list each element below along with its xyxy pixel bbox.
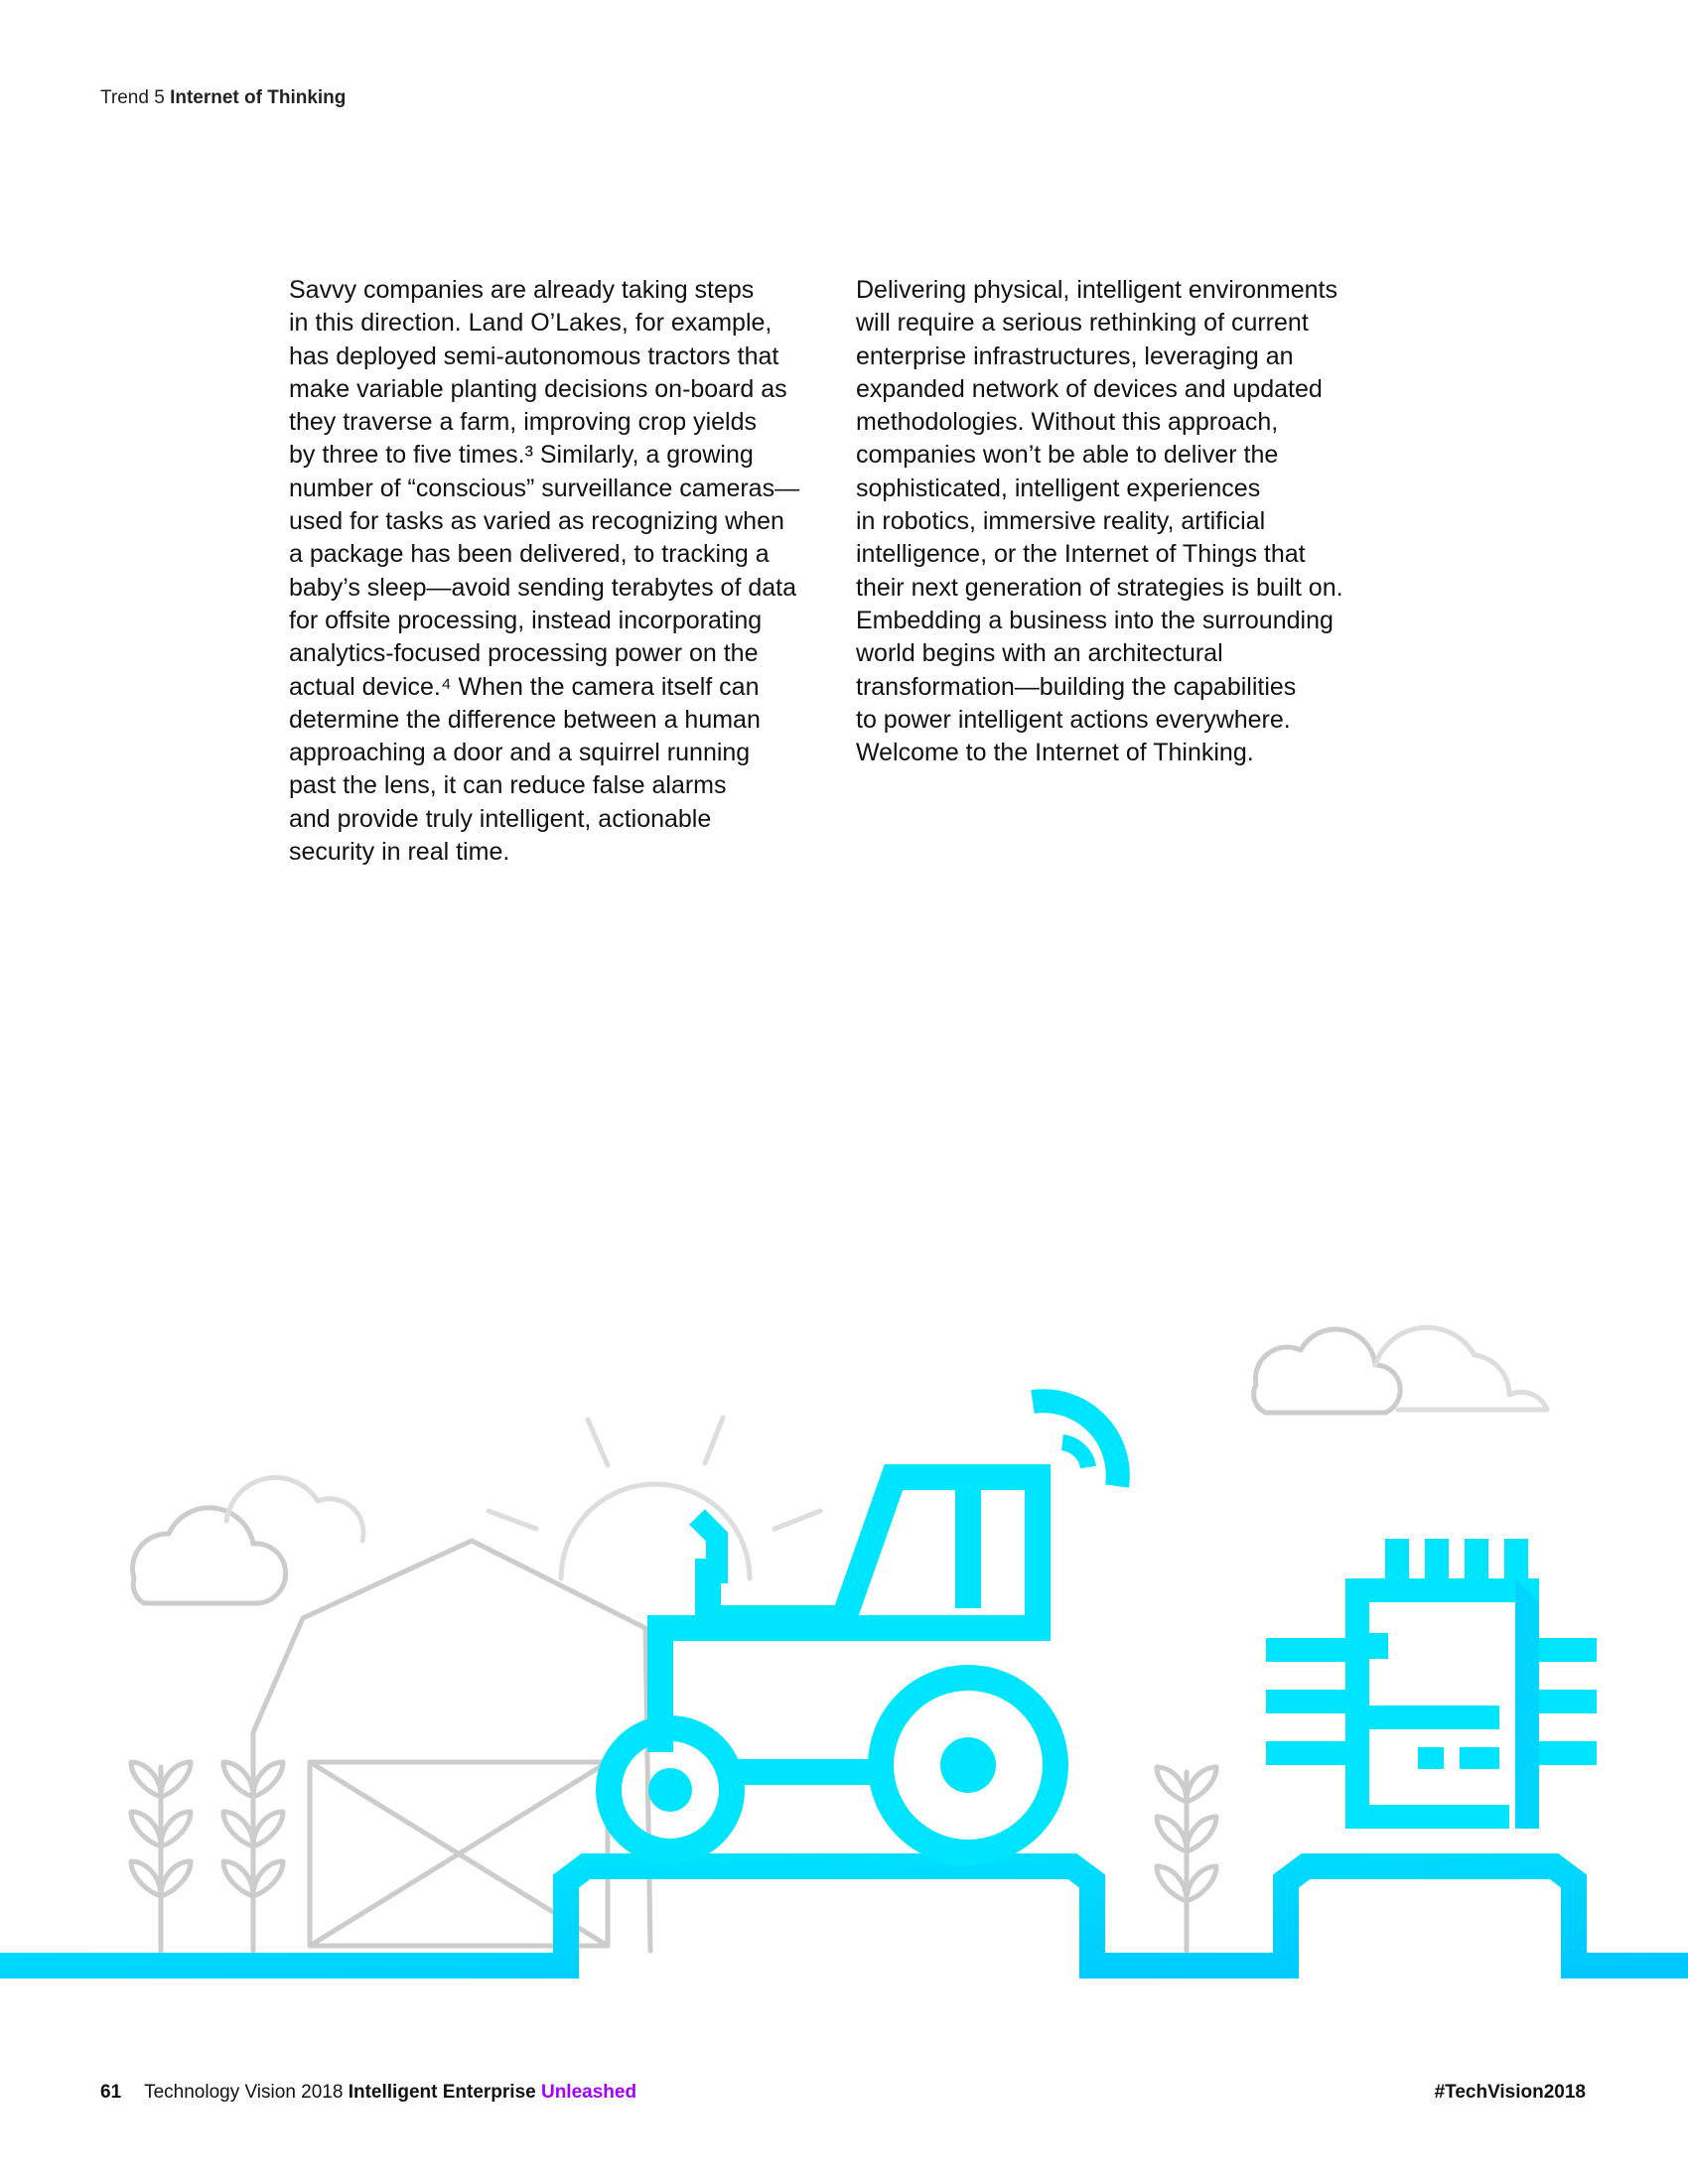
sun-ray	[489, 1511, 536, 1529]
page-footer	[100, 2082, 636, 2104]
body-column-left: Savvy companies are already taking steps in this direction. Land O’Lakes, for example, has deployed semi-autonomous tractors that make variable planting decisions on-board as they traverse a farm, improving crop yields by three to five times.³ Similarly, a growing number of “conscious” surveillance cameras— used for tasks as varied as recognizing when a package has been delivered, to tracking a baby’s sleep—avoid sending terabytes of data for offsite processing, instead incorporating analytics-focused processing power on the actual device.⁴ When the camera itself can determine the difference between a human approaching a door and a squirrel running past the lens, it can reduce false alarms and provide truly intelligent, actionable security in real time.	[289, 276, 800, 867]
sun-ray	[774, 1511, 820, 1529]
cloud-icon	[133, 1508, 286, 1603]
farm-tractor-chip-illustration	[0, 1261, 1688, 2005]
plant-icon	[131, 1762, 191, 1951]
sun-ray	[588, 1420, 608, 1465]
trend-number: Trend 5	[100, 87, 165, 108]
running-header	[100, 87, 346, 109]
footer-hashtag: #TechVision2018	[1434, 2082, 1586, 2103]
sun-ray	[705, 1418, 723, 1463]
report-title: Intelligent Enterprise	[348, 2082, 536, 2103]
barn	[253, 1541, 650, 1951]
report-title-accent: Unleashed	[540, 2082, 637, 2103]
page-number: 61	[100, 2082, 122, 2103]
plant-icon	[1157, 1767, 1216, 1951]
body-column-right: Delivering physical, intelligent environments will require a serious rethinking of current enterprise infrastructures, leveraging an expanded network of devices and updated methodologies. Without this approach, companies won’t be able to deliver the sophisticated, intelligent experiences in robotics, immersive reality, artificial intelligence, or the Internet of Things that their next generation of strategies is built on. Embedding a business into the surrounding world begins with an architectural transformation—building the capabilities to power intelligent actions everywhere. Welcome to the Internet of Thinking.	[856, 276, 1343, 767]
chip-icon	[1266, 1539, 1597, 1829]
publication-name: Technology Vision 2018	[144, 2082, 344, 2103]
cloud-icon	[1254, 1329, 1401, 1413]
trend-title: Internet of Thinking	[170, 87, 347, 108]
plant-icon	[223, 1762, 283, 1951]
